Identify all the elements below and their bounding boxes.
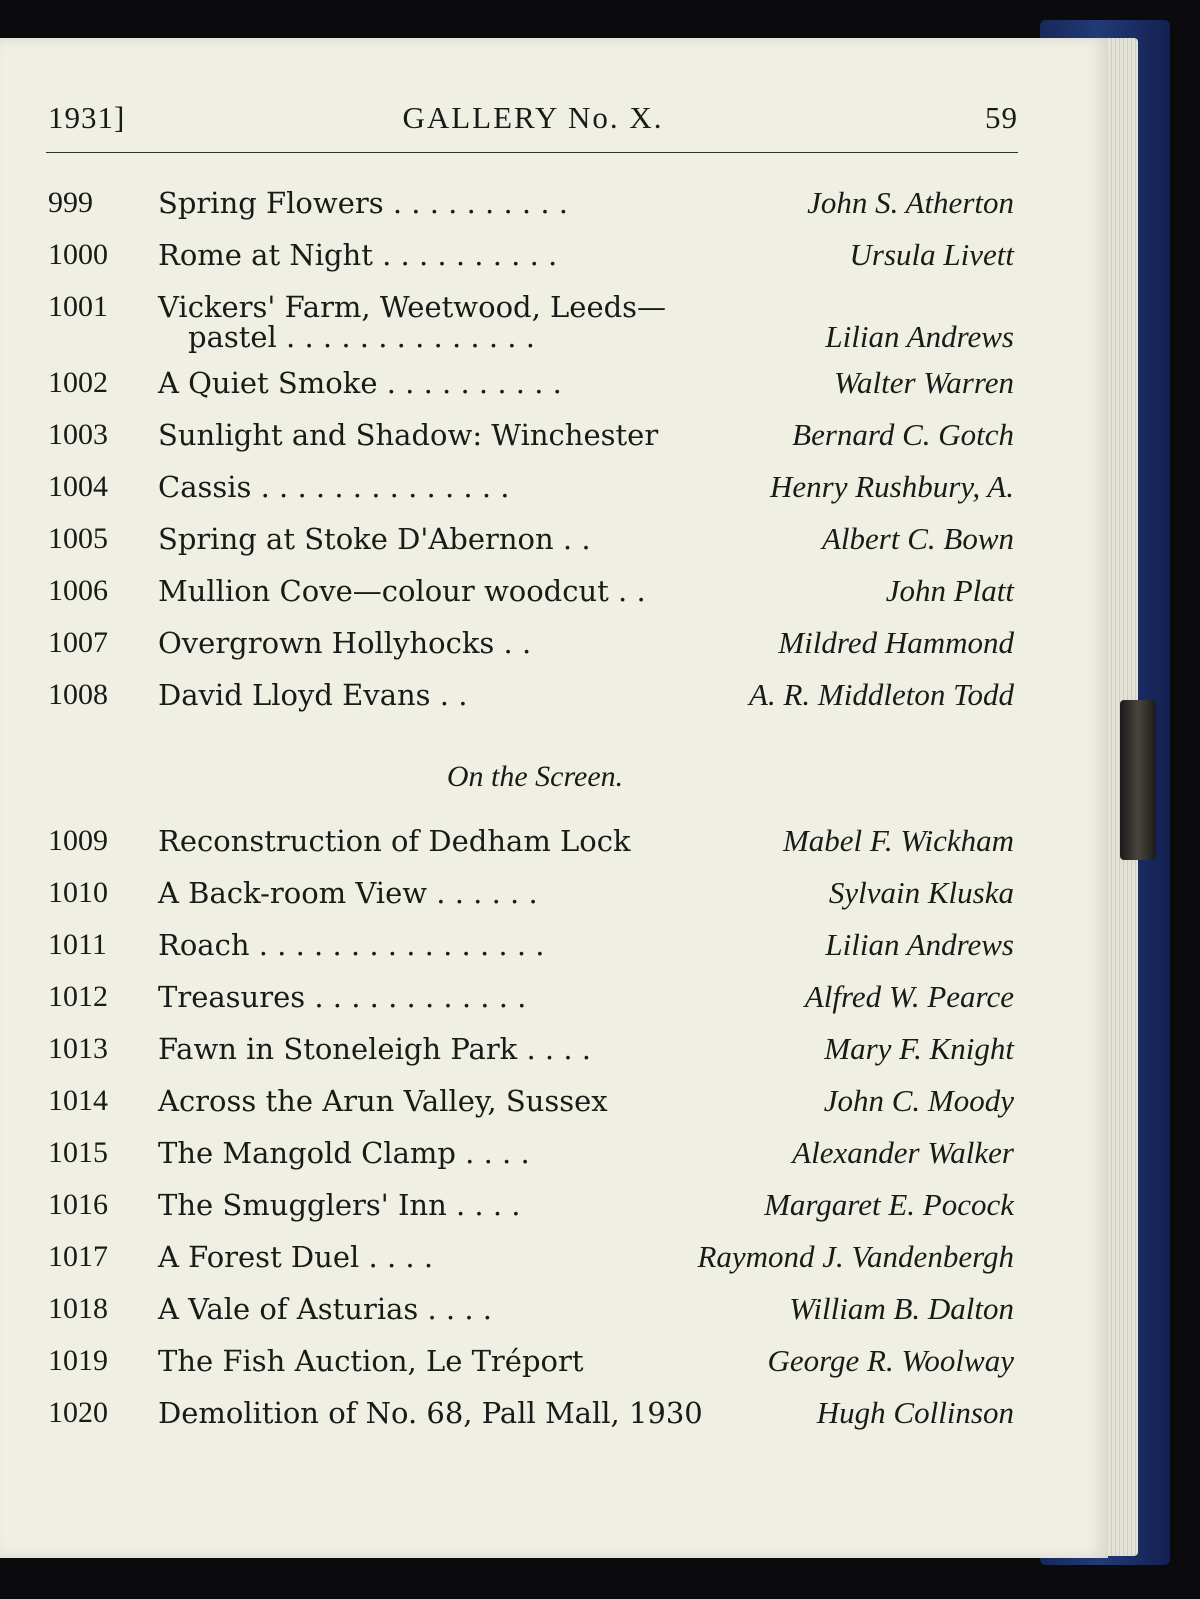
entry-number: 1014 — [48, 1084, 108, 1117]
entry-number: 1011 — [48, 928, 107, 961]
entry-artist: Albert C. Bown — [821, 521, 1014, 556]
entry-title: Spring Flowers . . . . . . . . . . — [158, 186, 568, 220]
entry-artist: Walter Warren — [834, 365, 1014, 400]
entry-title: Spring at Stoke D'Abernon . . — [158, 522, 591, 556]
catalogue-entry — [48, 1234, 1062, 1280]
entry-title: Sunlight and Shadow: Winchester — [158, 418, 659, 452]
catalogue-entry — [48, 568, 1062, 614]
catalogue-entry — [48, 516, 1062, 562]
catalogue-entry-continued — [48, 314, 1062, 360]
entry-number: 1018 — [48, 1292, 108, 1325]
entry-title: A Back-room View . . . . . . — [158, 876, 538, 910]
entry-artist: Lilian Andrews — [825, 927, 1014, 962]
entry-number: 1017 — [48, 1240, 108, 1273]
entry-title: David Lloyd Evans . . — [158, 678, 468, 712]
entry-artist: A. R. Middleton Todd — [749, 677, 1014, 712]
entry-number: 1020 — [48, 1396, 108, 1429]
entry-title: A Quiet Smoke . . . . . . . . . . — [158, 366, 562, 400]
catalogue-entry — [48, 974, 1062, 1020]
catalogue-page — [0, 38, 1108, 1558]
entry-title: Demolition of No. 68, Pall Mall, 1930 — [158, 1396, 703, 1430]
entry-artist: Raymond J. Vandenbergh — [697, 1239, 1014, 1274]
catalogue-entry — [48, 1182, 1062, 1228]
entry-title: Overgrown Hollyhocks . . — [158, 626, 532, 660]
entry-number: 1015 — [48, 1136, 108, 1169]
entry-artist: John C. Moody — [823, 1083, 1014, 1118]
catalogue-entry — [48, 412, 1062, 458]
entry-artist: Mildred Hammond — [778, 625, 1014, 660]
entry-title-line2: pastel . . . . . . . . . . . . . . — [188, 320, 535, 354]
entry-artist: John S. Atherton — [807, 185, 1014, 220]
entry-artist: Mabel F. Wickham — [782, 823, 1014, 858]
catalogue-entry — [48, 1026, 1062, 1072]
entry-artist: Lilian Andrews — [825, 319, 1014, 354]
header-rule — [46, 152, 1018, 153]
catalogue-entry — [48, 464, 1062, 510]
entry-number: 1013 — [48, 1032, 108, 1065]
catalogue-entry — [48, 1286, 1062, 1332]
entry-artist: William B. Dalton — [789, 1291, 1014, 1326]
page-number: 59 — [985, 100, 1018, 135]
entry-number: 1003 — [48, 418, 108, 451]
entry-artist: Bernard C. Gotch — [792, 417, 1014, 452]
catalogue-entry — [48, 818, 1062, 864]
entry-artist: Henry Rushbury, A. — [770, 469, 1014, 504]
entry-number: 999 — [48, 186, 93, 219]
entry-title: Vickers' Farm, Weetwood, Leeds— — [158, 290, 667, 324]
catalogue-entry — [48, 1130, 1062, 1176]
entry-number: 1007 — [48, 626, 108, 659]
entry-number: 1008 — [48, 678, 108, 711]
section-heading: On the Screen. — [446, 760, 624, 793]
entry-number: 1006 — [48, 574, 108, 607]
entry-number: 1001 — [48, 290, 108, 323]
entry-title: Reconstruction of Dedham Lock — [158, 824, 631, 858]
entry-artist: George R. Woolway — [767, 1343, 1014, 1378]
entry-number: 1002 — [48, 366, 108, 399]
catalogue-entry — [48, 1390, 1062, 1436]
entry-number: 1016 — [48, 1188, 108, 1221]
entry-title: The Smugglers' Inn . . . . — [158, 1188, 521, 1222]
catalogue-entry — [48, 922, 1062, 968]
catalogue-entry — [48, 870, 1062, 916]
entry-number: 1019 — [48, 1344, 108, 1377]
entry-title: The Fish Auction, Le Tréport — [158, 1344, 584, 1378]
entry-artist: Sylvain Kluska — [828, 875, 1014, 910]
entry-title: A Vale of Asturias . . . . — [158, 1292, 493, 1326]
entry-number: 1009 — [48, 824, 108, 857]
entry-artist: John Platt — [885, 573, 1014, 608]
catalogue-entry — [48, 620, 1062, 666]
entry-title: Cassis . . . . . . . . . . . . . . — [158, 470, 510, 504]
entry-number: 1012 — [48, 980, 108, 1013]
entry-title: Mullion Cove—colour woodcut . . — [158, 574, 646, 608]
entry-number: 1005 — [48, 522, 108, 555]
entry-number: 1000 — [48, 238, 108, 271]
entry-artist: Margaret E. Pocock — [764, 1187, 1014, 1222]
entry-title: Fawn in Stoneleigh Park . . . . — [158, 1032, 592, 1066]
entry-number: 1004 — [48, 470, 108, 503]
entry-artist: Mary F. Knight — [824, 1031, 1014, 1066]
catalogue-entry — [48, 180, 1062, 226]
entry-artist: Hugh Collinson — [816, 1395, 1014, 1430]
entry-title: A Forest Duel . . . . — [158, 1240, 434, 1274]
entry-artist: Alfred W. Pearce — [804, 979, 1014, 1014]
entry-title: Roach . . . . . . . . . . . . . . . . — [158, 928, 545, 962]
entry-title: Treasures . . . . . . . . . . . . — [158, 980, 527, 1014]
header-year: 1931] — [48, 100, 126, 135]
catalogue-entry — [48, 1078, 1062, 1124]
bookmark-tab — [1120, 700, 1156, 860]
entry-title: Rome at Night . . . . . . . . . . — [158, 238, 558, 272]
entry-title: Across the Arun Valley, Sussex — [158, 1084, 608, 1118]
catalogue-entry — [48, 232, 1062, 278]
catalogue-entry — [48, 1338, 1062, 1384]
entry-number: 1010 — [48, 876, 108, 909]
catalogue-entry — [48, 672, 1062, 718]
gallery-title: GALLERY No. X. — [402, 100, 664, 135]
entry-artist: Alexander Walker — [792, 1135, 1014, 1170]
entry-title: The Mangold Clamp . . . . — [158, 1136, 530, 1170]
catalogue-entry — [48, 360, 1062, 406]
entry-artist: Ursula Livett — [849, 237, 1014, 272]
